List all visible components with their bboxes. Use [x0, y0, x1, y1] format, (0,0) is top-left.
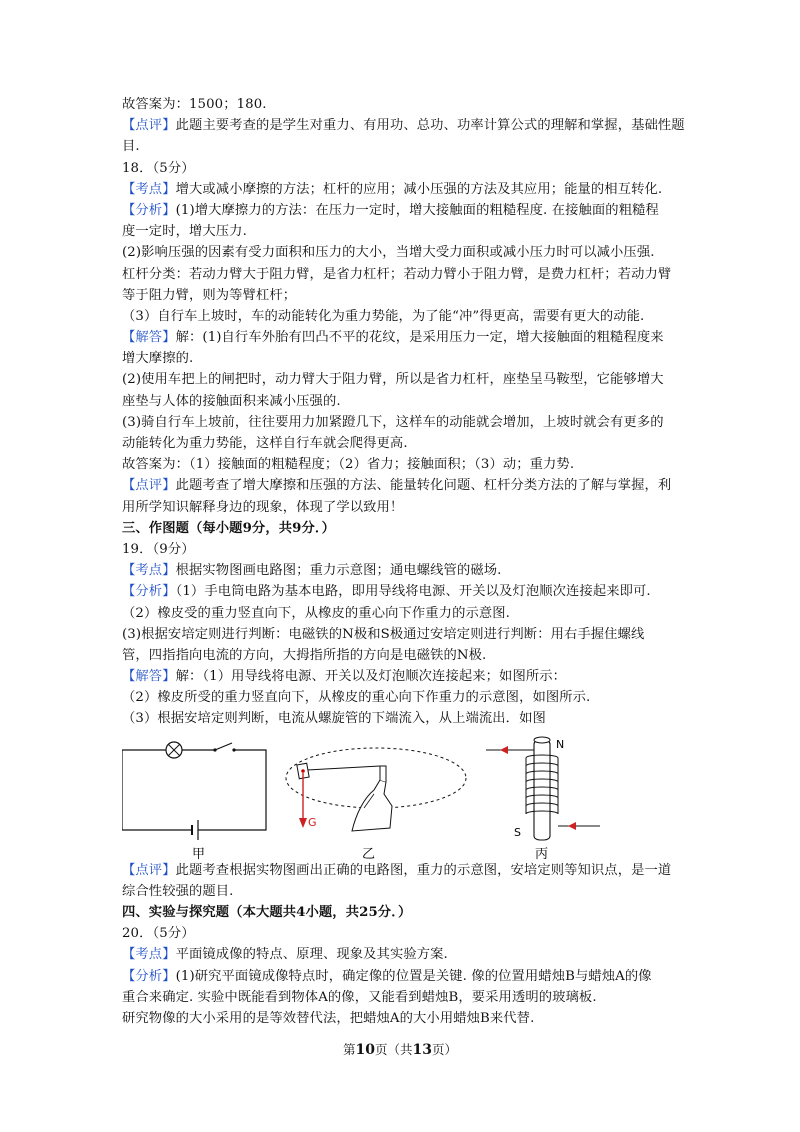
section-tag: 【点评】 [122, 118, 176, 134]
text-line [122, 200, 682, 221]
footer-post: 页） [431, 1042, 457, 1057]
line-text: 用所学知识解释身边的现象，体现了学以致用！ [122, 499, 404, 515]
text-line [122, 902, 682, 923]
line-text: (1)研究平面镜成像特点时，确定像的位置是关键. 像的位置用蜡烛B与蜡烛A的像 [175, 968, 652, 984]
line-text: 平面镜成像的特点、原理、现象及其实验方案. [175, 947, 448, 963]
page-footer [0, 1040, 800, 1058]
line-text: 三、作图题（每小题9分，共9分．） [122, 520, 336, 536]
text-line [122, 581, 682, 602]
section-tag: 【分析】 [122, 202, 176, 218]
text-line [122, 560, 682, 581]
text-line [122, 94, 682, 115]
text-line [122, 860, 682, 881]
line-text: 增大或减小摩擦的方法；杠杆的应用；减小压强的方法及其应用；能量的相互转化. [175, 181, 663, 197]
line-text: 综合性较强的题目. [122, 883, 234, 899]
text-line [122, 412, 682, 433]
gravity-diagram [286, 748, 466, 860]
text-line [122, 708, 682, 729]
text-line [122, 179, 682, 200]
line-text: 增大摩擦的. [122, 351, 194, 367]
line-text: (1)增大摩擦力的方法：在压力一定时，增大接触面的粗糙程度. 在接触面的粗糙程 [175, 202, 659, 218]
line-text: 座垫与人体的接触面积来减小压强的. [122, 393, 341, 409]
line-text: 四、实验与探究题（本大题共4小题，共25分．） [122, 905, 412, 920]
line-text: (3)根据安培定则进行判断：电磁铁的N极和S极通过安培定则进行判断：用右手握住螺线 [122, 626, 645, 642]
line-text: (3)骑自行车上坡前，往往要用力加紧蹬几下，这样车的动能就会增加，上坡时就会有更多的 [122, 414, 664, 430]
line-text: 19．（9分） [122, 541, 195, 557]
text-line [122, 158, 682, 179]
text-line [122, 391, 682, 412]
text-line [122, 1008, 682, 1029]
text-line [122, 987, 682, 1008]
circuit-diagram [122, 742, 266, 860]
line-text: 杠杆分类：若动力臂大于阻力臂，是省力杠杆；若动力臂小于阻力臂，是费力杠杆；若动力臂 [122, 266, 672, 282]
text-line [122, 433, 682, 454]
footer-total-pages: 13 [412, 1042, 432, 1058]
text-line [122, 285, 682, 306]
section-tag: 【点评】 [122, 478, 176, 494]
text-line [122, 264, 682, 285]
page-content [122, 94, 685, 1029]
text-line [122, 966, 682, 987]
line-text: 此题主要考查的是学生对重力、有用功、总功、功率计算公式的理解和掌握，基础性题 [175, 118, 685, 134]
label-g: G [308, 815, 317, 829]
line-text: 20．（5分） [122, 926, 195, 942]
text-line [122, 603, 682, 624]
line-text: 研究物像的大小采用的是等效替代法，把蜡烛A的大小用蜡烛B来代替. [122, 1010, 535, 1026]
text-line [122, 306, 682, 327]
line-text: 18．（5分） [122, 160, 195, 176]
line-text: 重合来确定. 实验中既能看到物体A的像，又能看到蜡烛B，要采用透明的玻璃板. [122, 989, 597, 1005]
section-tag: 【分析】 [122, 584, 176, 600]
section-tag: 【考点】 [122, 947, 176, 963]
text-line [122, 497, 682, 518]
line-text: 此题考查了增大摩擦和压强的方法、能量转化问题、杠杆分类方法的了解与掌握，利 [175, 478, 672, 494]
text-line [122, 518, 682, 539]
line-text: 等于阻力臂，则为等臂杠杆； [122, 287, 297, 303]
text-line [122, 687, 682, 708]
label-s: S [514, 825, 521, 839]
line-text: （3）根据安培定则判断，电流从螺旋管的下端流入，从上端流出．如图 [122, 711, 546, 727]
line-text: 度一定时，增大压力. [122, 224, 247, 240]
solenoid-diagram [486, 737, 600, 860]
section-tag: 【考点】 [122, 181, 176, 197]
line-text: 解：(1)自行车外胎有凹凸不平的花纹，是采用压力一定，增大接触面的粗糙程度来 [175, 330, 664, 346]
section-tag: 【解答】 [122, 330, 176, 346]
footer-page-number: 10 [355, 1042, 375, 1058]
text-line [122, 454, 682, 475]
section-tag: 【考点】 [122, 563, 176, 579]
text-line [122, 327, 682, 348]
line-text: （2）橡皮所受的重力竖直向下，从橡皮的重心向下作重力的示意图，如图所示. [122, 690, 591, 706]
text-line [122, 944, 682, 965]
arrow-in-icon [568, 822, 576, 830]
label-yi: 乙 [362, 846, 376, 860]
section-tag: 【分析】 [122, 968, 176, 984]
text-block-lower [122, 860, 682, 1030]
text-line [122, 645, 682, 666]
label-jia: 甲 [192, 846, 206, 860]
line-text: 目. [122, 139, 140, 155]
section-tag: 【解答】 [122, 669, 176, 685]
text-line [122, 369, 682, 390]
line-text: (2)使用车把上的闸把时，动力臂大于阻力臂，所以是省力杠杆，座垫呈马鞍型，它能够增大 [122, 372, 664, 388]
line-text: （3）自行车上坡时，车的动能转化为重力势能，为了能“冲”得更高，需要有更大的动能. [122, 308, 645, 324]
hand-icon [352, 780, 392, 831]
line-text: （2）橡皮受的重力竖直向下，从橡皮的重心向下作重力的示意图. [122, 605, 510, 621]
text-line [122, 348, 682, 369]
diagrams-row [122, 736, 682, 860]
text-line [122, 624, 682, 645]
label-n: N [556, 737, 565, 751]
text-block-upper [122, 94, 685, 730]
line-text: 动能转化为重力势能，这样自行车就会爬得更高. [122, 436, 408, 451]
text-line [122, 475, 682, 496]
text-line [122, 666, 682, 687]
text-line [122, 242, 682, 263]
line-text: 故答案为：1500；180. [122, 97, 267, 112]
figure-svg [122, 736, 682, 860]
line-text: 根据实物图画电路图；重力示意图；通电螺线管的磁场. [175, 563, 502, 579]
line-text: (2)影响压强的因素有受力面积和压力的大小，当增大受力面积或减小压力时可以减小压强. [122, 245, 655, 261]
section-tag: 【点评】 [122, 862, 176, 878]
switch-icon [215, 743, 232, 750]
text-line [122, 881, 682, 902]
string [307, 766, 380, 770]
line-text: （1）手电筒电路为基本电路，即用导线将电源、开关以及灯泡顺次连接起来即可. [175, 584, 651, 600]
text-line [122, 136, 682, 157]
line-text: 故答案为：（1）接触面的粗糙程度；（2）省力；接触面积；（3）动；重力势. [122, 457, 575, 473]
text-line [122, 923, 682, 944]
line-text: 解：（1）用导线将电源、开关以及灯泡顺次连接起来；如图所示： [175, 669, 567, 685]
line-text: 此题考查根据实物图画出正确的电路图，重力的示意图，安培定则等知识点，是一道 [175, 862, 672, 878]
text-line [122, 539, 682, 560]
text-line [122, 115, 685, 136]
label-bing: 丙 [535, 846, 549, 860]
footer-mid: 页（共 [374, 1042, 413, 1057]
arrow-out-icon [500, 746, 508, 754]
footer-pre: 第 [342, 1042, 356, 1057]
line-text: 管，四指指向电流的方向，大拇指所指的方向是电磁铁的N极. [122, 647, 487, 663]
text-line [122, 221, 682, 242]
